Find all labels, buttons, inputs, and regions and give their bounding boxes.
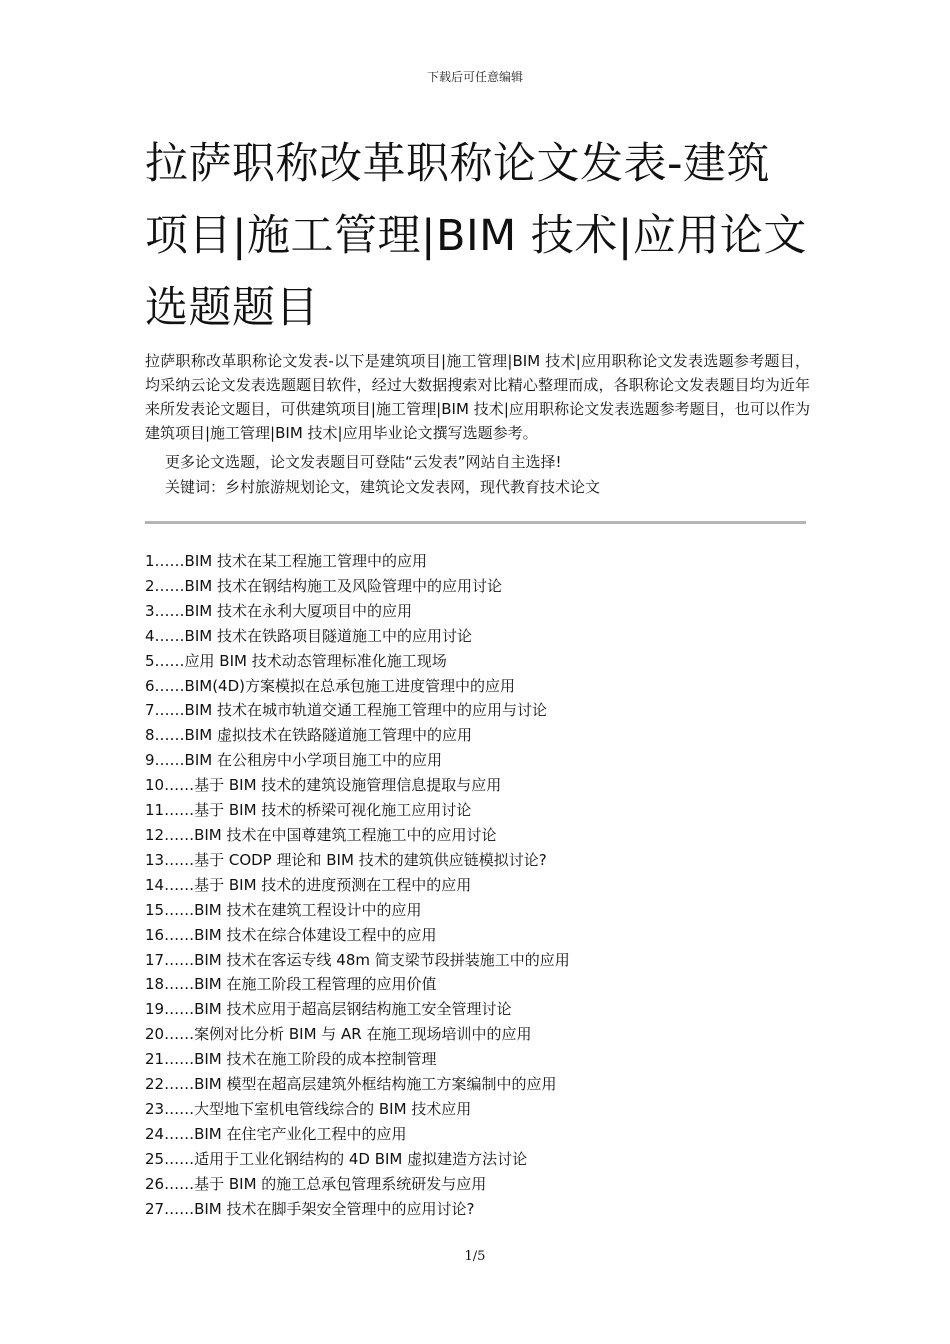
topic-item: 13……基于 CODP 理论和 BIM 技术的建筑供应链模拟讨论?	[145, 850, 547, 869]
topic-item: 6……BIM(4D)方案模拟在总承包施工进度管理中的应用	[145, 676, 515, 695]
topic-item: 22……BIM 模型在超高层建筑外框结构施工方案编制中的应用	[145, 1075, 557, 1094]
topic-item: 14……基于 BIM 技术的进度预测在工程中的应用	[145, 875, 472, 894]
intro-paragraph: 拉萨职称改革职称论文发表-以下是建筑项目|施工管理|BIM 技术|应用职称论文发表选题参考题目，均采纳云论文发表选题题目软件，经过大数据搜索对比精心整理而成，各职称论文发表题目均为近年来所发表论文题目，可供建筑项目|施工管理|BIM 技术|应用职称论文发表选题参考题目，也可以作为建筑项目|施工管理|BIM 技术|应用毕业论文撰写选题参考。	[145, 352, 810, 442]
document-title: 拉萨职称改革职称论文发表-建筑项目|施工管理|BIM 技术|应用论文选题题目	[145, 139, 807, 333]
topic-item: 5……应用 BIM 技术动态管理标准化施工现场	[145, 651, 447, 670]
topic-item: 3……BIM 技术在永利大厦项目中的应用	[145, 601, 412, 620]
topic-list	[145, 549, 570, 1221]
topic-item: 20……案例对比分析 BIM 与 AR 在施工现场培训中的应用	[145, 1025, 532, 1044]
topic-item: 12……BIM 技术在中国尊建筑工程施工中的应用讨论	[145, 825, 497, 844]
topic-item: 7……BIM 技术在城市轨道交通工程施工管理中的应用与讨论	[145, 701, 547, 720]
topic-item: 4……BIM 技术在铁路项目隧道施工中的应用讨论	[145, 626, 472, 645]
topic-item: 17……BIM 技术在客运专线 48m 简支梁节段拼装施工中的应用	[145, 950, 570, 969]
topic-item: 8……BIM 虚拟技术在铁路隧道施工管理中的应用	[145, 726, 472, 745]
topic-item: 24……BIM 在住宅产业化工程中的应用	[145, 1124, 407, 1143]
topic-item: 1……BIM 技术在某工程施工管理中的应用	[145, 552, 427, 570]
topic-item: 10……基于 BIM 技术的建筑设施管理信息提取与应用	[145, 776, 502, 795]
page-header: 下载后可任意编辑	[426, 70, 523, 84]
more-topics-line: 更多论文选题，论文发表题目可登陆“云发表”网站自主选择!	[165, 453, 562, 471]
topic-item: 27……BIM 技术在脚手架安全管理中的应用讨论?	[145, 1199, 475, 1218]
topic-item: 25……适用于工业化钢结构的 4D BIM 虚拟建造方法讨论	[145, 1149, 528, 1168]
topic-item: 19……BIM 技术应用于超高层钢结构施工安全管理讨论	[145, 1000, 512, 1019]
topic-item: 9……BIM 在公租房中小学项目施工中的应用	[145, 751, 442, 770]
topic-item: 16……BIM 技术在综合体建设工程中的应用	[145, 925, 437, 944]
page-number: 1/5	[464, 1249, 486, 1264]
topic-item: 21……BIM 技术在施工阶段的成本控制管理	[145, 1050, 437, 1069]
topic-item: 26……基于 BIM 的施工总承包管理系统研发与应用	[145, 1174, 487, 1193]
topic-item: 11……基于 BIM 技术的桥梁可视化施工应用讨论	[145, 801, 472, 820]
topic-item: 18……BIM 在施工阶段工程管理的应用价值	[145, 975, 437, 994]
keywords-line: 关键词：乡村旅游规划论文，建筑论文发表网，现代教育技术论文	[165, 478, 601, 496]
topic-item: 2……BIM 技术在钢结构施工及风险管理中的应用讨论	[145, 576, 502, 595]
topic-item: 23……大型地下室机电管线综合的 BIM 技术应用	[145, 1099, 472, 1118]
topic-item: 15……BIM 技术在建筑工程设计中的应用	[145, 900, 422, 919]
divider	[145, 521, 806, 524]
